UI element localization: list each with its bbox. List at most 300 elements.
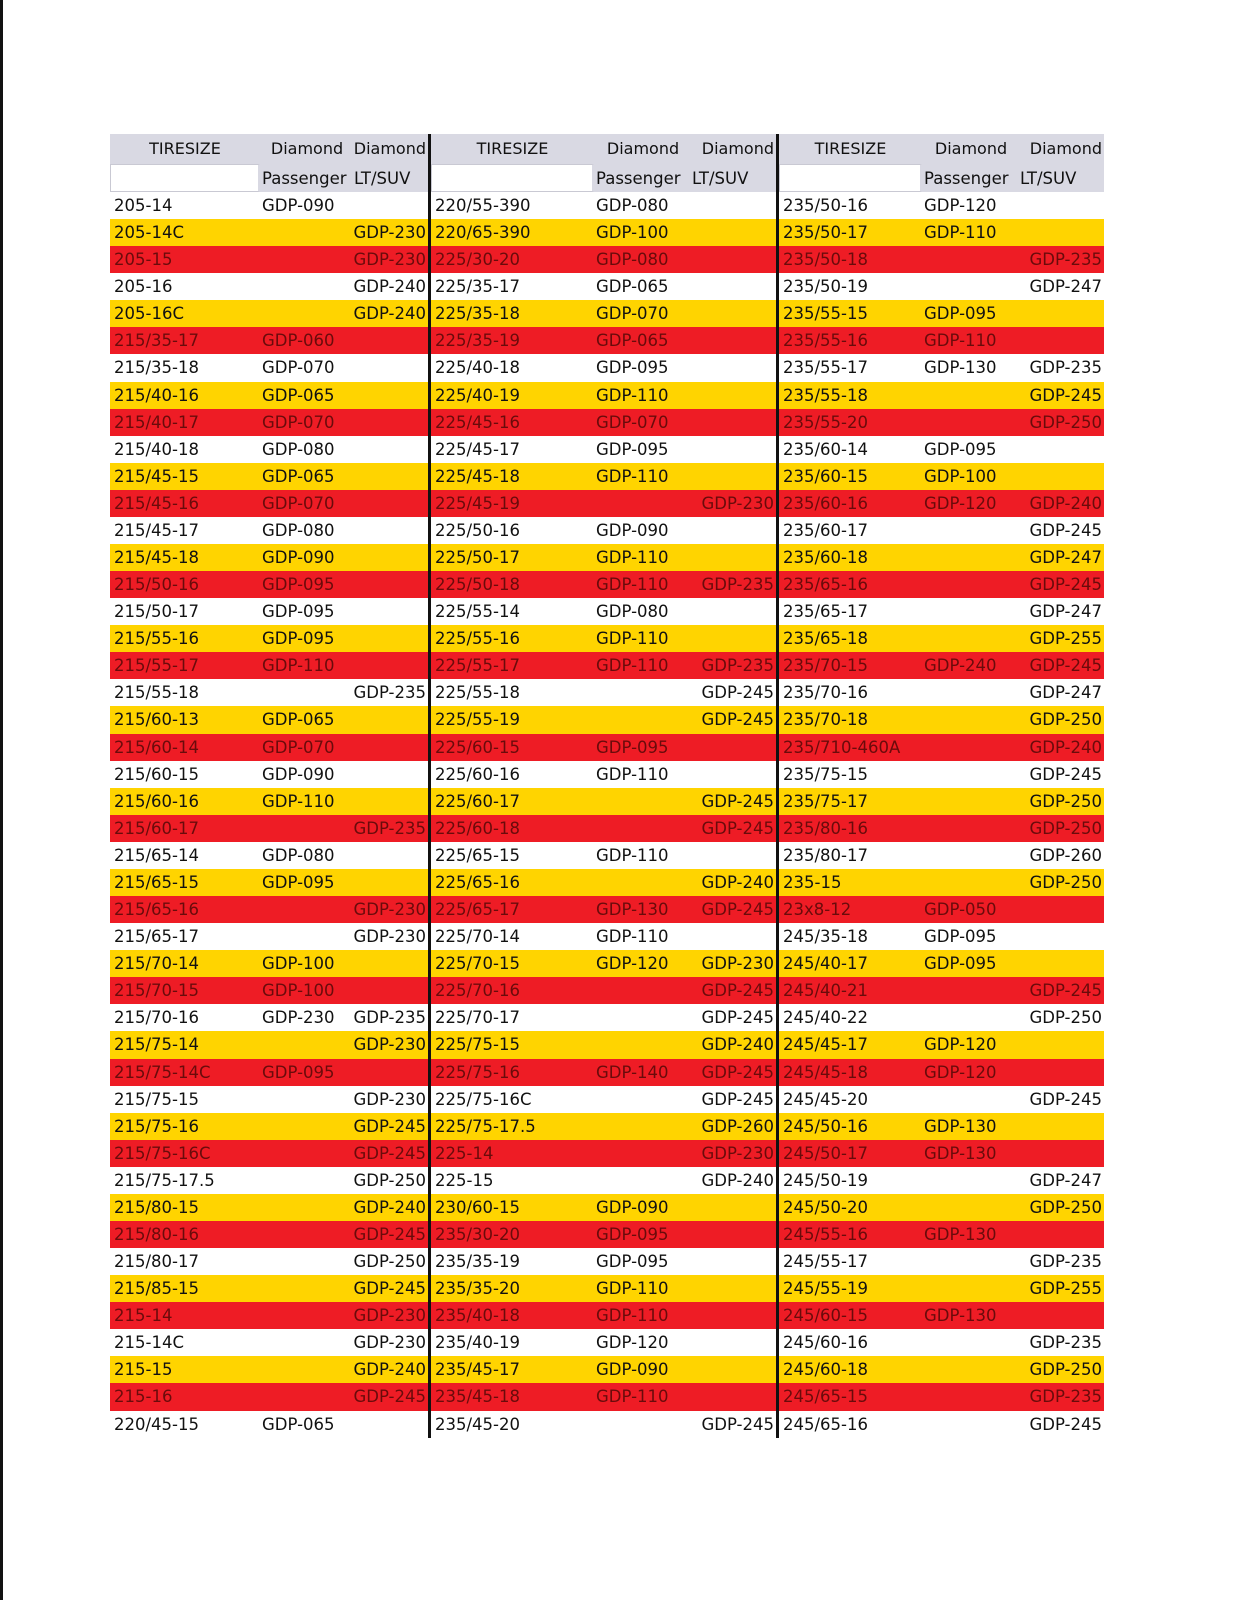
diamond-ltsuv-cell: GDP-230	[352, 1302, 428, 1329]
diamond-passenger-cell: GDP-100	[260, 950, 352, 977]
diamond-ltsuv-cell: GDP-245	[352, 1383, 428, 1410]
tiresize-cell: 215/60-14	[110, 734, 260, 761]
row-group-3	[776, 869, 1104, 896]
row-group-1	[110, 1113, 428, 1140]
row-group-1	[110, 490, 428, 517]
tiresize-cell: 215/80-15	[110, 1194, 260, 1221]
diamond-ltsuv-cell: GDP-235	[690, 571, 776, 598]
row-group-1	[110, 598, 428, 625]
diamond-passenger-cell: GDP-090	[594, 1356, 690, 1383]
tiresize-cell: 215/50-16	[110, 571, 260, 598]
row-group-2	[428, 788, 776, 815]
row-group-2	[428, 734, 776, 761]
diamond-ltsuv-cell	[690, 517, 776, 544]
diamond-ltsuv-cell	[690, 734, 776, 761]
tiresize-cell: 235/70-16	[779, 679, 922, 706]
row-group-3	[776, 382, 1104, 409]
column-header-tiresize: TIRESIZE	[779, 134, 922, 164]
tiresize-cell: 215/45-17	[110, 517, 260, 544]
row-group-2	[428, 1302, 776, 1329]
tiresize-cell: 245/40-17	[779, 950, 922, 977]
diamond-passenger-cell: GDP-070	[594, 300, 690, 327]
row-group-3	[776, 977, 1104, 1004]
tiresize-cell: 235/30-20	[431, 1221, 594, 1248]
row-group-3	[776, 1275, 1104, 1302]
diamond-passenger-cell	[922, 571, 1018, 598]
diamond-passenger-cell: GDP-095	[594, 1248, 690, 1275]
tiresize-cell: 245/50-16	[779, 1113, 922, 1140]
diamond-passenger-cell	[594, 1113, 690, 1140]
diamond-passenger-cell	[922, 977, 1018, 1004]
diamond-passenger-cell	[922, 761, 1018, 788]
tiresize-cell: 215/75-14C	[110, 1059, 260, 1086]
diamond-ltsuv-cell	[1018, 950, 1104, 977]
diamond-ltsuv-cell: GDP-240	[690, 869, 776, 896]
diamond-ltsuv-cell: GDP-245	[690, 1004, 776, 1031]
tiresize-cell: 215/65-17	[110, 923, 260, 950]
diamond-ltsuv-cell: GDP-230	[352, 219, 428, 246]
diamond-passenger-cell: GDP-130	[594, 896, 690, 923]
diamond-passenger-cell	[260, 246, 352, 273]
tiresize-cell: 235/55-16	[779, 327, 922, 354]
table-row	[110, 598, 1118, 625]
table-row	[110, 706, 1118, 733]
row-group-2	[428, 761, 776, 788]
table-row	[110, 1248, 1118, 1275]
row-group-2	[428, 1059, 776, 1086]
diamond-ltsuv-cell	[352, 652, 428, 679]
tiresize-cell: 215-15	[110, 1356, 260, 1383]
row-group-3	[776, 1194, 1104, 1221]
table-row	[110, 571, 1118, 598]
tiresize-cell: 235/55-15	[779, 300, 922, 327]
table-row	[110, 1329, 1118, 1356]
tiresize-cell: 235/60-16	[779, 490, 922, 517]
row-group-1	[110, 1248, 428, 1275]
row-group-1	[110, 192, 428, 219]
diamond-ltsuv-cell	[352, 761, 428, 788]
table-row	[110, 436, 1118, 463]
tiresize-cell: 235/50-19	[779, 273, 922, 300]
tiresize-cell: 235/40-18	[431, 1302, 594, 1329]
table-row	[110, 923, 1118, 950]
diamond-ltsuv-cell	[690, 1194, 776, 1221]
table-row	[110, 517, 1118, 544]
tiresize-cell: 245/60-18	[779, 1356, 922, 1383]
row-group-1	[110, 1140, 428, 1167]
row-group-2	[428, 409, 776, 436]
diamond-passenger-cell: GDP-240	[922, 652, 1018, 679]
diamond-ltsuv-cell	[352, 382, 428, 409]
diamond-ltsuv-cell	[1018, 896, 1104, 923]
diamond-passenger-cell: GDP-130	[922, 1221, 1018, 1248]
diamond-passenger-cell	[260, 679, 352, 706]
row-group-3	[776, 192, 1104, 219]
diamond-ltsuv-cell	[690, 1356, 776, 1383]
row-group-3	[776, 327, 1104, 354]
column-header-diamond-ltsuv: Diamond	[352, 134, 428, 164]
diamond-passenger-cell: GDP-110	[922, 219, 1018, 246]
diamond-passenger-cell: GDP-100	[260, 977, 352, 1004]
table-row	[110, 842, 1118, 869]
row-group-3	[776, 923, 1104, 950]
tiresize-cell: 225/35-18	[431, 300, 594, 327]
column-subheader-ltsuv: LT/SUV	[352, 164, 428, 192]
diamond-passenger-cell	[594, 706, 690, 733]
table-row	[110, 300, 1118, 327]
tiresize-cell: 215/45-15	[110, 463, 260, 490]
tiresize-cell: 205-16	[110, 273, 260, 300]
diamond-ltsuv-cell	[1018, 192, 1104, 219]
diamond-ltsuv-cell	[352, 544, 428, 571]
diamond-passenger-cell	[260, 1086, 352, 1113]
column-subheader-passenger: Passenger	[922, 164, 1018, 192]
diamond-ltsuv-cell: GDP-245	[690, 1086, 776, 1113]
tiresize-cell: 245/45-20	[779, 1086, 922, 1113]
diamond-ltsuv-cell	[352, 1059, 428, 1086]
tiresize-cell: 245/60-15	[779, 1302, 922, 1329]
diamond-passenger-cell: GDP-120	[922, 1031, 1018, 1058]
table-row	[110, 1004, 1118, 1031]
row-group-1	[110, 1167, 428, 1194]
tiresize-cell: 225-14	[431, 1140, 594, 1167]
tiresize-cell: 235/60-14	[779, 436, 922, 463]
tiresize-cell: 205-15	[110, 246, 260, 273]
row-group-1	[110, 1059, 428, 1086]
row-group-2	[428, 977, 776, 1004]
diamond-ltsuv-cell: GDP-240	[1018, 734, 1104, 761]
row-group-2	[428, 544, 776, 571]
diamond-ltsuv-cell: GDP-240	[352, 1356, 428, 1383]
diamond-ltsuv-cell	[690, 842, 776, 869]
row-group-1	[110, 246, 428, 273]
diamond-ltsuv-cell: GDP-245	[352, 1140, 428, 1167]
diamond-ltsuv-cell	[352, 463, 428, 490]
diamond-ltsuv-cell	[690, 1383, 776, 1410]
header-group-1	[110, 164, 428, 192]
diamond-passenger-cell: GDP-120	[922, 490, 1018, 517]
diamond-passenger-cell: GDP-130	[922, 354, 1018, 381]
diamond-passenger-cell: GDP-060	[260, 327, 352, 354]
diamond-passenger-cell	[922, 273, 1018, 300]
column-header-diamond-passenger: Diamond	[922, 134, 1018, 164]
row-group-2	[428, 869, 776, 896]
tiresize-cell: 225/60-15	[431, 734, 594, 761]
diamond-ltsuv-cell	[690, 1329, 776, 1356]
table-row	[110, 869, 1118, 896]
row-group-1	[110, 219, 428, 246]
diamond-ltsuv-cell	[690, 1248, 776, 1275]
table-row	[110, 679, 1118, 706]
tiresize-cell: 225/70-17	[431, 1004, 594, 1031]
diamond-ltsuv-cell: GDP-230	[690, 1140, 776, 1167]
diamond-ltsuv-cell: GDP-245	[1018, 1411, 1104, 1438]
diamond-ltsuv-cell	[1018, 219, 1104, 246]
tiresize-cell: 245/35-18	[779, 923, 922, 950]
row-group-2	[428, 1167, 776, 1194]
diamond-ltsuv-cell	[690, 923, 776, 950]
tiresize-cell: 205-16C	[110, 300, 260, 327]
diamond-passenger-cell	[922, 1411, 1018, 1438]
column-subheader-blank	[779, 164, 922, 192]
row-group-2	[428, 327, 776, 354]
column-header-tiresize: TIRESIZE	[110, 134, 260, 164]
row-group-1	[110, 625, 428, 652]
diamond-passenger-cell: GDP-095	[594, 734, 690, 761]
row-group-2	[428, 300, 776, 327]
tiresize-cell: 225/45-17	[431, 436, 594, 463]
diamond-ltsuv-cell	[690, 1275, 776, 1302]
tiresize-cell: 235/60-18	[779, 544, 922, 571]
row-group-1	[110, 842, 428, 869]
diamond-ltsuv-cell	[352, 842, 428, 869]
row-group-1	[110, 1275, 428, 1302]
diamond-passenger-cell: GDP-095	[260, 869, 352, 896]
diamond-passenger-cell: GDP-110	[594, 652, 690, 679]
diamond-ltsuv-cell: GDP-230	[690, 490, 776, 517]
diamond-passenger-cell	[260, 1167, 352, 1194]
diamond-passenger-cell: GDP-070	[260, 409, 352, 436]
row-group-1	[110, 517, 428, 544]
tiresize-cell: 220/65-390	[431, 219, 594, 246]
diamond-ltsuv-cell	[1018, 1031, 1104, 1058]
row-group-3	[776, 517, 1104, 544]
diamond-passenger-cell: GDP-090	[594, 1194, 690, 1221]
tiresize-cell: 215/65-14	[110, 842, 260, 869]
diamond-ltsuv-cell: GDP-245	[1018, 571, 1104, 598]
diamond-passenger-cell: GDP-110	[594, 1302, 690, 1329]
table-row	[110, 246, 1118, 273]
diamond-passenger-cell	[922, 842, 1018, 869]
tiresize-cell: 225/55-14	[431, 598, 594, 625]
row-group-2	[428, 490, 776, 517]
tiresize-cell: 215/65-16	[110, 896, 260, 923]
row-group-1	[110, 354, 428, 381]
tiresize-cell: 225-15	[431, 1167, 594, 1194]
row-group-3	[776, 219, 1104, 246]
tiresize-cell: 225/55-16	[431, 625, 594, 652]
row-group-2	[428, 1411, 776, 1438]
diamond-passenger-cell: GDP-065	[260, 382, 352, 409]
diamond-passenger-cell	[594, 1004, 690, 1031]
diamond-ltsuv-cell: GDP-245	[690, 1059, 776, 1086]
row-group-2	[428, 192, 776, 219]
diamond-ltsuv-cell	[352, 977, 428, 1004]
diamond-passenger-cell	[922, 1356, 1018, 1383]
header-row-2	[110, 164, 1118, 192]
tiresize-cell: 235/65-17	[779, 598, 922, 625]
tiresize-cell: 220/45-15	[110, 1411, 260, 1438]
diamond-passenger-cell	[260, 273, 352, 300]
row-group-3	[776, 652, 1104, 679]
tiresize-cell: 215/55-18	[110, 679, 260, 706]
diamond-passenger-cell: GDP-110	[594, 571, 690, 598]
table-row	[110, 1086, 1118, 1113]
tiresize-cell: 235/65-16	[779, 571, 922, 598]
diamond-ltsuv-cell	[1018, 1221, 1104, 1248]
diamond-ltsuv-cell: GDP-230	[352, 246, 428, 273]
row-group-1	[110, 869, 428, 896]
tiresize-cell: 235/35-19	[431, 1248, 594, 1275]
diamond-passenger-cell	[922, 1004, 1018, 1031]
diamond-passenger-cell: GDP-095	[594, 354, 690, 381]
row-group-1	[110, 436, 428, 463]
diamond-ltsuv-cell	[690, 409, 776, 436]
row-group-2	[428, 1194, 776, 1221]
diamond-passenger-cell: GDP-090	[594, 517, 690, 544]
diamond-ltsuv-cell: GDP-260	[690, 1113, 776, 1140]
diamond-ltsuv-cell: GDP-250	[1018, 1194, 1104, 1221]
diamond-passenger-cell	[922, 1275, 1018, 1302]
diamond-passenger-cell: GDP-100	[922, 463, 1018, 490]
table-row	[110, 1031, 1118, 1058]
row-group-1	[110, 327, 428, 354]
diamond-ltsuv-cell: GDP-230	[352, 896, 428, 923]
row-group-3	[776, 1086, 1104, 1113]
header-group-2	[428, 134, 776, 164]
row-group-1	[110, 1329, 428, 1356]
diamond-passenger-cell	[260, 1031, 352, 1058]
diamond-ltsuv-cell: GDP-245	[690, 1411, 776, 1438]
diamond-ltsuv-cell: GDP-250	[1018, 815, 1104, 842]
diamond-ltsuv-cell: GDP-250	[352, 1167, 428, 1194]
diamond-ltsuv-cell	[352, 327, 428, 354]
diamond-passenger-cell	[922, 679, 1018, 706]
diamond-ltsuv-cell	[352, 436, 428, 463]
diamond-ltsuv-cell	[690, 246, 776, 273]
diamond-ltsuv-cell: GDP-230	[690, 950, 776, 977]
diamond-passenger-cell	[594, 788, 690, 815]
tiresize-cell: 245/55-16	[779, 1221, 922, 1248]
diamond-passenger-cell: GDP-095	[260, 598, 352, 625]
tiresize-cell: 215/85-15	[110, 1275, 260, 1302]
row-group-1	[110, 896, 428, 923]
tiresize-cell: 215/60-16	[110, 788, 260, 815]
tiresize-cell: 215/40-17	[110, 409, 260, 436]
table-row	[110, 1356, 1118, 1383]
table-row	[110, 490, 1118, 517]
diamond-ltsuv-cell	[352, 788, 428, 815]
tiresize-cell: 245/45-18	[779, 1059, 922, 1086]
diamond-ltsuv-cell: GDP-245	[1018, 1086, 1104, 1113]
tiresize-cell: 235/55-20	[779, 409, 922, 436]
tiresize-cell: 225/60-17	[431, 788, 594, 815]
row-group-1	[110, 1302, 428, 1329]
diamond-ltsuv-cell	[690, 327, 776, 354]
table-row	[110, 815, 1118, 842]
diamond-passenger-cell: GDP-130	[922, 1302, 1018, 1329]
diamond-passenger-cell: GDP-070	[260, 354, 352, 381]
diamond-ltsuv-cell: GDP-250	[1018, 1356, 1104, 1383]
tiresize-cell: 225/65-15	[431, 842, 594, 869]
row-group-3	[776, 1356, 1104, 1383]
diamond-ltsuv-cell: GDP-235	[1018, 1329, 1104, 1356]
row-group-3	[776, 1167, 1104, 1194]
row-group-1	[110, 409, 428, 436]
diamond-passenger-cell	[922, 706, 1018, 733]
diamond-passenger-cell: GDP-095	[922, 950, 1018, 977]
diamond-passenger-cell	[260, 815, 352, 842]
diamond-passenger-cell	[922, 598, 1018, 625]
diamond-passenger-cell	[922, 1194, 1018, 1221]
tiresize-cell: 235/65-18	[779, 625, 922, 652]
tiresize-cell: 215/80-16	[110, 1221, 260, 1248]
tiresize-cell: 235/75-17	[779, 788, 922, 815]
diamond-ltsuv-cell	[352, 706, 428, 733]
table-row	[110, 1167, 1118, 1194]
table-row	[110, 625, 1118, 652]
diamond-passenger-cell	[260, 923, 352, 950]
diamond-ltsuv-cell: GDP-245	[1018, 517, 1104, 544]
diamond-ltsuv-cell: GDP-255	[1018, 1275, 1104, 1302]
diamond-ltsuv-cell: GDP-245	[1018, 382, 1104, 409]
diamond-ltsuv-cell	[690, 463, 776, 490]
row-group-2	[428, 842, 776, 869]
column-subheader-blank	[110, 164, 260, 192]
diamond-passenger-cell	[594, 869, 690, 896]
column-subheader-ltsuv: LT/SUV	[690, 164, 776, 192]
tiresize-cell: 215/60-13	[110, 706, 260, 733]
diamond-ltsuv-cell: GDP-245	[690, 815, 776, 842]
row-group-3	[776, 1329, 1104, 1356]
tiresize-cell: 225/60-18	[431, 815, 594, 842]
row-group-2	[428, 706, 776, 733]
diamond-ltsuv-cell	[1018, 327, 1104, 354]
diamond-ltsuv-cell	[352, 571, 428, 598]
diamond-passenger-cell: GDP-140	[594, 1059, 690, 1086]
diamond-passenger-cell	[922, 869, 1018, 896]
tiresize-cell: 235/710-460A	[779, 734, 922, 761]
diamond-ltsuv-cell: GDP-245	[690, 706, 776, 733]
tiresize-cell: 235/70-18	[779, 706, 922, 733]
row-group-1	[110, 923, 428, 950]
tiresize-cell: 225/35-19	[431, 327, 594, 354]
row-group-3	[776, 625, 1104, 652]
diamond-ltsuv-cell	[1018, 1302, 1104, 1329]
row-group-3	[776, 354, 1104, 381]
diamond-ltsuv-cell: GDP-240	[690, 1167, 776, 1194]
diamond-ltsuv-cell: GDP-245	[690, 788, 776, 815]
diamond-ltsuv-cell	[690, 598, 776, 625]
tiresize-cell: 215/50-17	[110, 598, 260, 625]
diamond-passenger-cell: GDP-110	[594, 382, 690, 409]
diamond-ltsuv-cell	[352, 1411, 428, 1438]
diamond-ltsuv-cell	[352, 598, 428, 625]
tiresize-cell: 215/75-17.5	[110, 1167, 260, 1194]
tiresize-cell: 245/55-17	[779, 1248, 922, 1275]
diamond-passenger-cell: GDP-095	[260, 1059, 352, 1086]
diamond-ltsuv-cell	[1018, 436, 1104, 463]
tiresize-cell: 225/50-17	[431, 544, 594, 571]
diamond-passenger-cell: GDP-070	[260, 490, 352, 517]
diamond-passenger-cell: GDP-070	[260, 734, 352, 761]
row-group-3	[776, 815, 1104, 842]
row-group-1	[110, 652, 428, 679]
diamond-passenger-cell: GDP-065	[260, 463, 352, 490]
diamond-passenger-cell: GDP-090	[260, 192, 352, 219]
table-row	[110, 219, 1118, 246]
tiresize-cell: 225/45-16	[431, 409, 594, 436]
diamond-ltsuv-cell: GDP-230	[352, 1031, 428, 1058]
table-row	[110, 1411, 1118, 1438]
tiresize-cell: 235/50-16	[779, 192, 922, 219]
row-group-1	[110, 1031, 428, 1058]
tiresize-cell: 225/60-16	[431, 761, 594, 788]
row-group-3	[776, 761, 1104, 788]
row-group-2	[428, 246, 776, 273]
tiresize-cell: 245/65-15	[779, 1383, 922, 1410]
tiresize-cell: 225/75-16	[431, 1059, 594, 1086]
